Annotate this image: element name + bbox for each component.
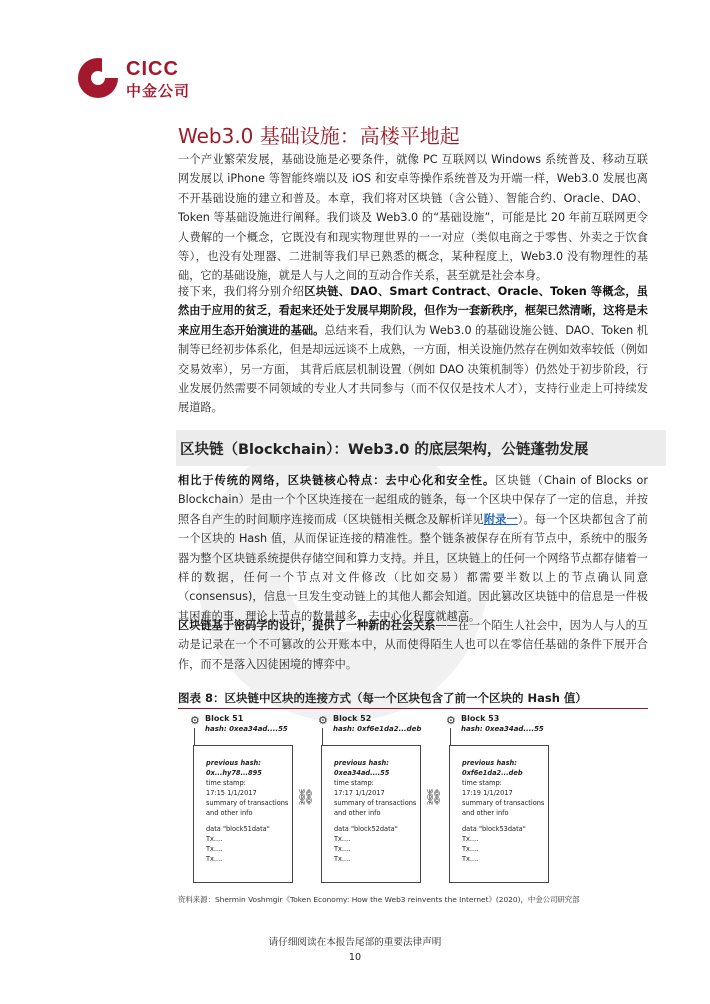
para2-rest: 总结来看，我们认为 Web3.0 的基础设施公链、DAO、Token 机制等已经初步体系化，但是却远远谈不上成熟，一方面，相关设施仍然存在例如效率较低（例如交易效率），另一方面， 其背后底层机制设置（例如 DAO 决策机制等）仍然处于初步阶段，行业发展仍然需要不同领域的专业人才共同参与（而不仅仅是技术人才），支持行业走上可持续发展道路。 (178, 323, 648, 415)
section-header (176, 430, 666, 466)
company-logo (78, 52, 218, 104)
block-card (193, 745, 293, 883)
para3-bold: 相比于传统的网络，区块链核心特点：去中心化和安全性。 (178, 474, 496, 487)
block-content: previous hash: 0xea34ad....55 time stamp: 17:17 1/1/2017 summary of transactions and other info data "block52data" Tx.... Tx.... Tx.... (334, 759, 417, 863)
block-content: previous hash: 0x...hy78...895 time stamp: 17:15 1/1/2017 summary of transactions and other info data "block51data" Tx.... Tx.... Tx.... (206, 759, 289, 863)
block-content: previous hash: 0xf6e1da2...deb time stamp: 17:19 1/1/2017 summary of transactions and other info data "block53data" Tx.... Tx.... Tx.... (462, 759, 545, 863)
block-name: Block 52 (333, 714, 372, 723)
figure-source: 资料来源：Shermin Voshmgir《Token Economy: How the Web3 reinvents the Internet》(2020)，中金公司研究部 (178, 895, 580, 904)
section-title: 区块链（Blockchain）：Web3.0 的底层架构，公链蓬勃发展 (180, 442, 589, 458)
para3-text2: ）。每一个区块都包含了前一个区块的 Hash 值，从而保证连接的精准性。整个链条被保存在所有节点中，系统中的服务器为整个区块链系统提供存储空间和算力支持。并且，区块链上的任何一个网络节点都存储着一样的数据，任何一个节点对文件修改（比如交易）都需要半数以上的节点确认同意（consensus)，信息一旦发生变动链上的其他人都会知道。因此篡改区块链中的信息是一件极其困难的事，理论上节点的数量越多，去中心化程度就越高。 (178, 512, 648, 623)
block-name: Block 53 (461, 714, 500, 723)
para4-bold: 区块链基于密码学的设计，提供了一种新的社会关系 (178, 619, 436, 632)
para2-bold: 区块链、DAO、Smart Contract、Oracle、Token 等概念，虽然由于应用的贫乏，看起来还处于发展早期阶段，但作为一套新秩序，框架已然清晰，这将是未来应用生态开始演进的基础。 (178, 285, 648, 337)
chapter-title: Web3.0 基础设施：高楼平地起 (178, 124, 460, 148)
block-hash: hash: 0xea34ad....55 (461, 725, 544, 733)
block-name: Block 51 (205, 714, 244, 723)
gear-icon: ⚙ (446, 714, 456, 727)
block-header (205, 714, 288, 733)
figure-rule (178, 708, 648, 709)
logo-text-en: CICC (126, 58, 179, 80)
block-header (333, 714, 421, 733)
connector-line (194, 728, 195, 745)
block-hash: hash: 0xf6e1da2...deb (333, 725, 422, 733)
block-card (449, 745, 549, 883)
gear-icon: ⚙ (190, 714, 200, 727)
chain-link-icon: ⛓ (296, 788, 316, 806)
para2-lead: 接下来，我们将分别介绍 (178, 285, 305, 298)
figure-title: 图表 8：区块链中区块的连接方式（每一个区块包含了前一个区块的 Hash 值） (178, 691, 587, 705)
logo-text-cn: 中金公司 (126, 82, 191, 100)
block-hash: hash: 0xea34ad....55 (205, 725, 288, 733)
intro-paragraph: 一个产业繁荣发展，基础设施是必要条件，就像 PC 互联网以 Windows 系统普及、移动互联网发展以 iPhone 等智能终端以及 iOS 和安卓等操作系统普及为开端一样，Web3.0 发展也离不开基础设施的建立和普及。本章，我们将对区块链（含公链）、智能合约、Oracle、DAO、Token 等基础设施进行阐释。我们谈及 Web3.0 的“基础设施”，可能是比 20 年前互联网更令人费解的一个概念，它既没有和现实物理世界的一一对应（类似电商之于零售、外卖之于饮食等），也没有处理器、二进制等我们早已熟悉的概念，某种程度上，Web3.0 没有物理性的基础，它的基础设施，就是人与人之间的互动合作关系，甚至就是社会本身。 (178, 153, 648, 283)
connector-line (322, 728, 323, 745)
appendix-link[interactable]: 附录一 (483, 512, 518, 526)
para3-text1: 区块链（Chain of Blocks or Blockchain）是由一个个区块连接在一起组成的链条，每一个区块中保存了一定的信息，并按照各自产生的时间顺序连接而成（区块链相关概念及解析详见 (178, 474, 648, 526)
para4-text: ——在一个陌生人社会中，因为人与人的互动是记录在一个不可篡改的公开账本中，从而使得陌生人也可以在零信任基础的条件下展开合作，而不是落入囚徒困境的博弈中。 (178, 619, 648, 671)
cryptography-paragraph (178, 616, 648, 674)
block-card (321, 745, 421, 883)
block-header (461, 714, 544, 733)
connector-line (450, 728, 451, 745)
infrastructure-paragraph (178, 282, 648, 418)
gear-icon: ⚙ (318, 714, 328, 727)
chain-link-icon: ⛓ (424, 788, 444, 806)
legal-notice: 请仔细阅读在本报告尾部的重要法律声明 (268, 937, 442, 948)
page-number: 10 (348, 952, 362, 963)
blockchain-paragraph (178, 471, 648, 626)
cicc-logo-icon (78, 58, 118, 98)
